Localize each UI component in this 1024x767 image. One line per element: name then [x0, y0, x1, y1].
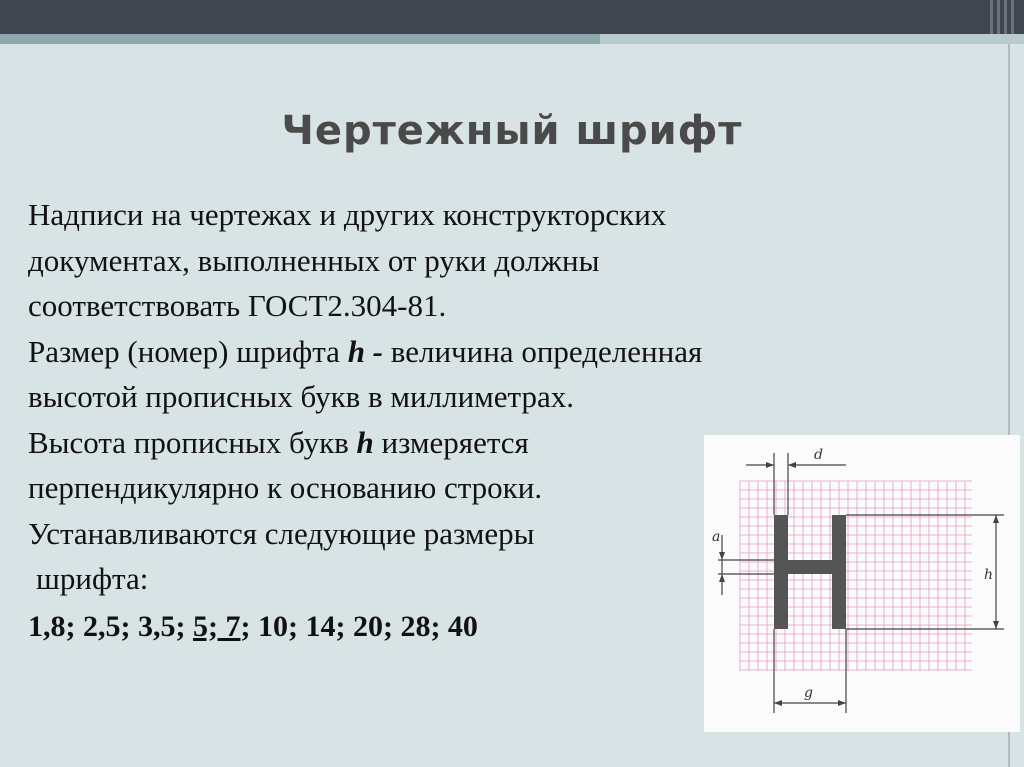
h-crossbar [788, 560, 832, 574]
h-left-stem [774, 515, 788, 629]
size-def-text: Размер (номер) шрифта [28, 333, 348, 369]
size-def-text-end: величина определенная [383, 333, 703, 369]
size-definition-line-2: высотой прописных букв в миллиметрах. [28, 379, 574, 414]
body-line-1: Надписи на чертежах и других конструкторских [28, 197, 667, 232]
sizes-intro-2: шрифта: [36, 561, 149, 596]
height-variable: h [356, 424, 374, 460]
sizes-part-1: 1,8; 2,5; 3,5; [28, 609, 193, 643]
letter-h-figure [704, 435, 1020, 732]
label-h: h [984, 567, 994, 583]
letter-h-diagram [704, 435, 1020, 732]
dimension-lines [718, 453, 1004, 713]
body-line-3: соответствовать ГОСТ2.304-81. [28, 288, 447, 323]
sizes-underlined: 5; 7 [192, 609, 241, 643]
height-line-2: перпендикулярно к основанию строки. [28, 470, 543, 505]
top-accent-band-light [600, 34, 1024, 44]
top-bar [0, 0, 1024, 34]
height-text-end: измеряется [373, 424, 529, 460]
size-def-variable: h - [347, 333, 384, 369]
top-bar-stripe [1004, 0, 1007, 34]
size-definition-line [28, 329, 928, 375]
top-bar-stripe [990, 0, 993, 34]
top-bar-stripe [1011, 0, 1014, 34]
sizes-intro: Устанавливаются следующие размеры [28, 515, 535, 551]
label-g: g [804, 685, 813, 701]
top-accent-band [0, 34, 600, 44]
slide-title: Чертежный шрифт [281, 108, 743, 154]
label-a: a [712, 529, 721, 545]
label-d: d [814, 447, 823, 463]
height-text: Высота прописных букв [28, 424, 357, 460]
body-line-2: документах, выполненных от руки должны [28, 242, 600, 278]
h-right-stem [832, 515, 846, 629]
sizes-part-2: ; 10; 14; 20; 28; 40 [240, 609, 478, 643]
top-bar-stripe [997, 0, 1000, 34]
